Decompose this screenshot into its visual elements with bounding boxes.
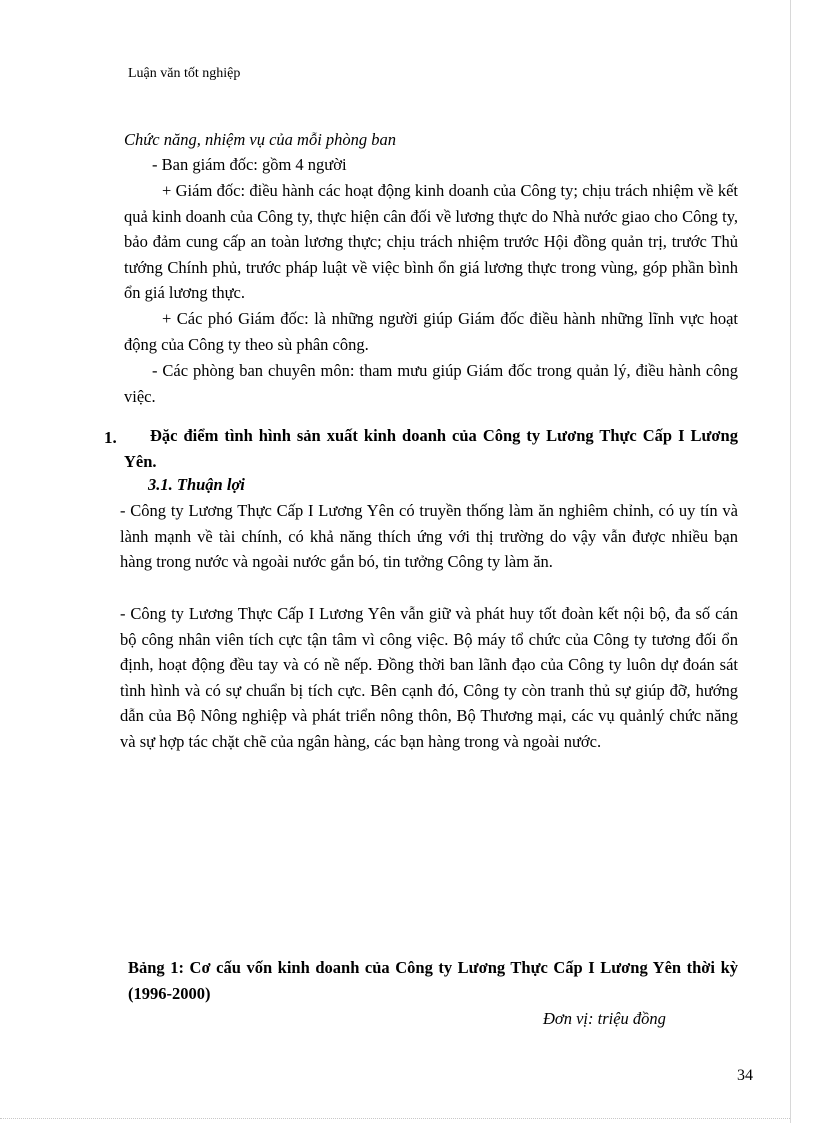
page-bottom-edge	[0, 1118, 790, 1119]
director-paragraph: + Giám đốc: điều hành các hoạt động kinh doanh của Công ty; chịu trách nhiệm về kết quả kinh doanh của Công ty, thực hiện cân đối về lương thực do Nhà nước giao cho Công ty, bảo đảm cung cấp an toàn lương thực; chịu trách nhiệm trước Hội đồng quản trị, trước Thủ tướng Chính phủ, trước pháp luật về việc bình ổn giá lương thực trong vùng, góp phần bình ổn giá lương thực.	[124, 181, 738, 303]
running-header: Luận văn tốt nghiệp	[128, 66, 241, 81]
page-number: 34	[737, 1067, 753, 1084]
section-number: 1.	[104, 428, 117, 447]
page-right-border	[790, 0, 791, 1123]
departments-paragraph: - Các phòng ban chuyên môn: tham mưu giúp Giám đốc trong quản lý, điều hành công việc.	[124, 361, 738, 406]
table-unit-label: Đơn vị: triệu đồng	[543, 1009, 666, 1028]
table-caption-title: Bảng 1: Cơ cấu vốn kinh doanh của Công ty Lương Thực Cấp I Lương Yên thời kỳ (1996-2000)	[128, 958, 738, 1003]
functions-heading: Chức năng, nhiệm vụ của mỗi phòng ban	[124, 130, 397, 149]
board-of-directors-line: - Ban giám đốc: gồm 4 người	[152, 155, 347, 174]
advantages-paragraph-2: - Công ty Lương Thực Cấp I Lương Yên vẫn giữ và phát huy tốt đoàn kết nội bộ, đa số cán bộ công nhân viên tích cực tận tâm vì công việc. Bộ máy tổ chức của Công ty tương đối ổn định, hoạt động đều tay và có nề nếp. Đồng thời ban lãnh đạo của Công ty luôn dự đoán sát tình hình và có sự chuẩn bị tích cực. Bên cạnh đó, Công ty còn tranh thủ sự giúp đỡ, hướng dẫn của Bộ Nông nghiệp và phát triển nông thôn, Bộ Thương mại, các vụ quảnlý chức năng và sự hợp tác chặt chẽ của ngân hàng, các bạn hàng trong và ngoài nước.	[120, 604, 738, 751]
section-title: Đặc điểm tình hình sản xuất kinh doanh của Công ty Lương Thực Cấp I Lương Yên.	[124, 426, 738, 471]
advantages-subheading: 3.1. Thuận lợi	[148, 475, 245, 494]
deputy-director-paragraph: + Các phó Giám đốc: là những người giúp Giám đốc điều hành những lĩnh vực hoạt động của Công ty theo sù phân công.	[124, 309, 738, 354]
advantages-paragraph-1: - Công ty Lương Thực Cấp I Lương Yên có truyền thống làm ăn nghiêm chỉnh, có uy tín và lành mạnh về tài chính, có khả năng thích ứng với thị trường do vậy vẫn được nhiều bạn hàng trong nước và ngoài nước gắn bó, tin tưởng Công ty làm ăn.	[120, 501, 738, 572]
